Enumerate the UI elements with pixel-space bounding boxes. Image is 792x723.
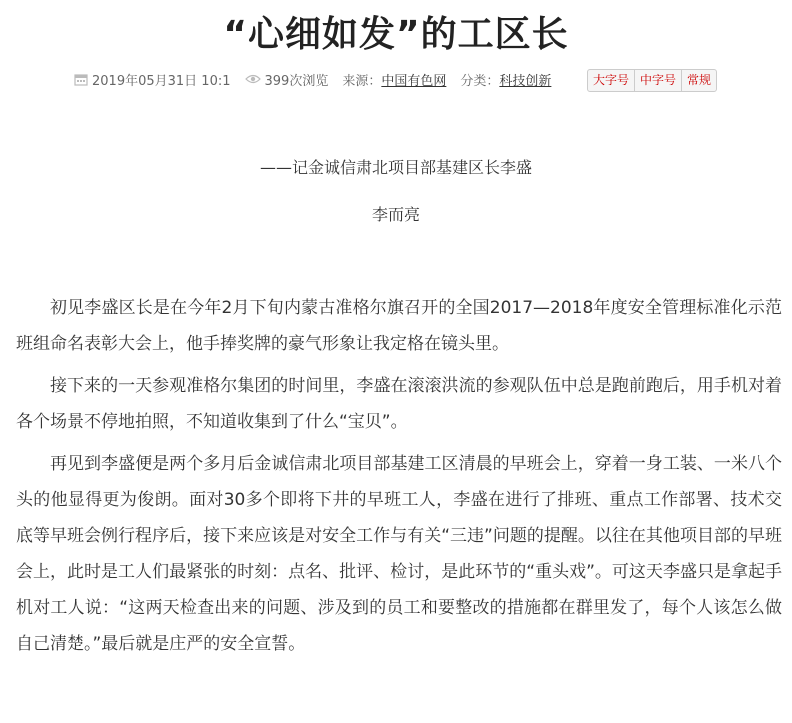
article-paragraph: 接下来的一天参观准格尔集团的时间里，李盛在滚滚洪流的参观队伍中总是跑前跑后，用手机对着各个场景不停地拍照，不知道收集到了什么“宝贝”。 bbox=[16, 376, 782, 432]
source bbox=[342, 70, 446, 89]
eye-icon bbox=[245, 73, 261, 85]
font-size-large-button[interactable]: 大字号 bbox=[588, 70, 635, 91]
calendar-icon bbox=[74, 73, 88, 86]
font-size-switcher bbox=[587, 69, 717, 92]
article-author: 李而亮 bbox=[371, 205, 420, 224]
source-link[interactable]: 中国有色网 bbox=[381, 73, 447, 89]
publish-date bbox=[74, 70, 231, 89]
article-subtitle: ——记金诚信肃北项目部基建区长李盛 bbox=[259, 158, 532, 177]
article-body bbox=[16, 290, 782, 668]
publish-date-text: 2019年05月31日 10:1 bbox=[92, 73, 231, 89]
view-count bbox=[245, 70, 329, 89]
article-paragraph: 初见李盛区长是在今年2月下旬内蒙古准格尔旗召开的全国2017—2018年度安全管理标准化示范班组命名表彰大会上，他手捧奖牌的豪气形象让我定格在镜头里。 bbox=[16, 298, 782, 354]
view-count-text: 399次浏览 bbox=[264, 73, 329, 89]
source-label: 来源： bbox=[342, 73, 382, 89]
font-size-normal-button[interactable]: 常规 bbox=[687, 73, 712, 87]
article-meta bbox=[74, 68, 565, 90]
category-link[interactable]: 科技创新 bbox=[499, 73, 552, 89]
category-label: 分类： bbox=[460, 73, 500, 89]
article-title: “心细如发”的工区长 bbox=[223, 14, 569, 55]
font-size-medium-button[interactable]: 中字号 bbox=[635, 70, 682, 91]
category bbox=[460, 70, 551, 89]
article-paragraph: 再见到李盛便是两个多月后金诚信肃北项目部基建工区清晨的早班会上，穿着一身工装、一米八个头的他显得更为俊朗。面对30多个即将下井的早班工人，李盛在进行了排班、重点工作部署、技术交底等早班会例行程序后，接下来应该是对安全工作与有关“三违”问题的提醒。以往在其他项目部的早班会上，此时是工人们最紧张的时刻：点名、批评、检讨，是此环节的“重头戏”。可这天李盛只是拿起手机对工人说：“这两天检查出来的问题、涉及到的员工和要整改的措施都在群里发了，每个人该怎么做自己清楚。”最后就是庄严的安全宣誓。 bbox=[16, 454, 782, 654]
